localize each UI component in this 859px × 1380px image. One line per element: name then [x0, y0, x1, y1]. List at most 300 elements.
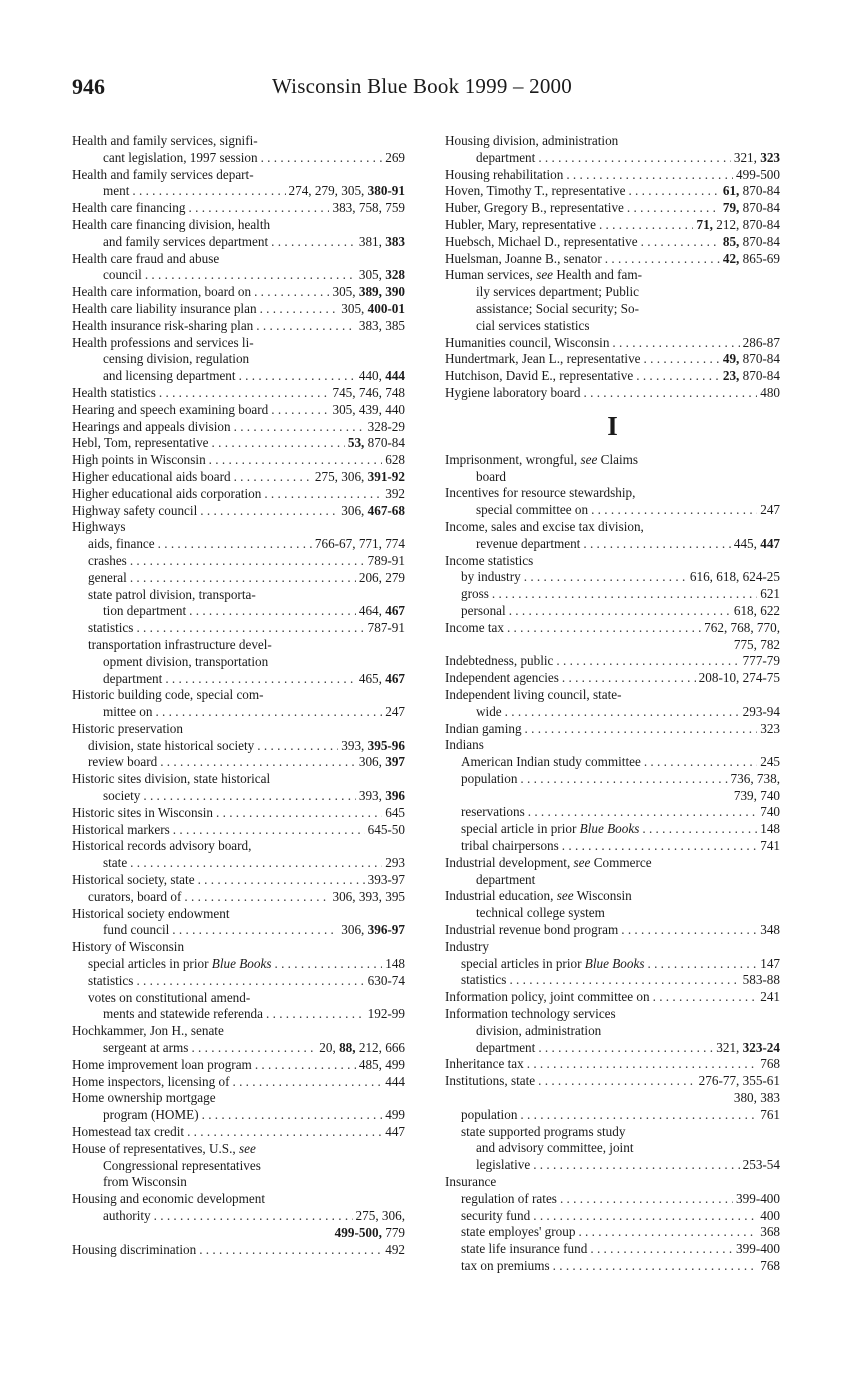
entry-label: Health care financing division, health — [72, 216, 271, 232]
entry-label: security fund — [461, 1207, 531, 1223]
page-ref: 440, — [358, 368, 386, 384]
entry-label: Information policy, joint committee on — [445, 989, 650, 1005]
leader-dots — [209, 452, 383, 469]
index-entry — [445, 251, 780, 268]
index-entry — [445, 704, 780, 721]
index-entry — [72, 469, 405, 486]
entry-text — [103, 671, 162, 688]
page-ref: 870-84 — [739, 233, 780, 249]
page-refs — [760, 721, 780, 738]
entry-label: Health care financing — [72, 200, 186, 216]
index-entry — [445, 217, 780, 234]
page-ref-bold: 400-01 — [367, 300, 405, 316]
page-refs — [743, 335, 780, 352]
leader-dots — [628, 183, 719, 200]
entry-text — [445, 335, 609, 352]
entry-text — [72, 1023, 224, 1038]
index-entry — [445, 855, 780, 872]
index-entry — [445, 1174, 780, 1191]
entry-label: wide — [476, 703, 502, 719]
entry-label: Inheritance tax — [445, 1056, 524, 1072]
index-entry — [72, 385, 405, 402]
leader-dots — [189, 200, 330, 217]
entry-label: Historical records advisory board, — [72, 838, 252, 854]
index-entry — [72, 133, 405, 150]
page-refs — [760, 1224, 780, 1241]
leader-dots — [202, 1107, 383, 1124]
leader-dots — [257, 738, 338, 755]
index-entry — [72, 603, 405, 620]
entry-label: Health care information, board on — [72, 284, 252, 300]
entry-text — [445, 737, 484, 752]
entry-text — [103, 183, 129, 200]
page-refs — [760, 502, 780, 519]
leader-dots — [509, 972, 739, 989]
leader-dots — [538, 1073, 696, 1090]
entry-label: Higher educational aids corporation — [72, 485, 262, 501]
page-ref: 775, 782 — [733, 636, 780, 652]
page-ref: 274, 279, 305, — [288, 183, 368, 199]
page-ref: 306, — [341, 502, 368, 518]
page-refs — [368, 872, 405, 889]
entry-label: censing division, regulation — [103, 351, 250, 367]
entry-label: transportation infrastructure devel- — [88, 636, 272, 652]
page-ref: 206, 279 — [358, 569, 405, 585]
index-entry — [445, 519, 780, 536]
page-ref: 212, 666 — [355, 1040, 405, 1056]
page-ref: 628 — [385, 452, 405, 468]
index-entry — [72, 906, 405, 923]
entry-text — [72, 284, 251, 301]
index-entry — [72, 1074, 405, 1091]
index-entry — [72, 1023, 405, 1040]
page-refs — [760, 586, 780, 603]
entry-label: Historic sites division, state historical — [72, 771, 271, 787]
leader-dots — [271, 402, 329, 419]
leader-dots — [509, 603, 731, 620]
page-refs — [723, 368, 780, 385]
leader-dots — [271, 234, 356, 251]
index-column-left — [72, 133, 405, 1258]
page-refs — [760, 804, 780, 821]
entry-text — [72, 486, 261, 503]
entry-text — [445, 1174, 496, 1189]
index-entry — [445, 888, 780, 905]
index-entry — [445, 553, 780, 570]
page-refs — [699, 670, 780, 687]
page-refs — [699, 1073, 780, 1090]
entry-label: Housing discrimination — [72, 1241, 197, 1257]
entry-text — [103, 150, 258, 167]
entry-italic: see — [580, 451, 598, 467]
entry-italic: see — [536, 267, 554, 283]
entry-label: population — [461, 770, 518, 786]
entry-label: Historic sites in Wisconsin — [72, 804, 213, 820]
entry-label: History of Wisconsin — [72, 939, 185, 955]
index-entry — [72, 671, 405, 688]
entry-text — [461, 1191, 557, 1208]
entry-text — [88, 553, 127, 570]
page-ref-bold: 396-97 — [367, 922, 405, 938]
entry-text — [461, 1224, 575, 1241]
leader-dots — [605, 251, 720, 268]
index-entry — [445, 234, 780, 251]
entry-text — [72, 200, 186, 217]
leader-dots — [520, 771, 727, 788]
page-refs — [385, 704, 405, 721]
page-ref: 485, 499 — [358, 1056, 405, 1072]
entry-label: technical college system — [476, 905, 605, 921]
leader-dots — [200, 503, 338, 520]
entry-text — [445, 519, 644, 534]
entry-text — [445, 553, 533, 568]
page-ref: 323 — [760, 720, 780, 736]
page-refs — [385, 956, 405, 973]
entry-italic: Blue Books — [211, 956, 272, 972]
index-entry — [72, 822, 405, 839]
entry-text — [103, 922, 169, 939]
entry-label-cont: Health and fam- — [553, 267, 643, 283]
page-ref-bold: 467 — [385, 670, 405, 686]
page-ref-bold: 499-500, — [334, 1224, 382, 1240]
entry-label: personal — [461, 602, 506, 618]
page-refs — [359, 671, 405, 688]
page-ref: 192-99 — [367, 1006, 405, 1022]
leader-dots — [165, 671, 356, 688]
page-ref: 306, — [341, 922, 368, 938]
page-ref: 768 — [760, 1258, 780, 1273]
index-entry — [445, 183, 780, 200]
entry-label: American Indian study committee — [461, 754, 641, 770]
page-ref: 247 — [385, 704, 405, 720]
entry-label: cant legislation, 1997 session — [103, 149, 258, 165]
entry-label: High points in Wisconsin — [72, 452, 206, 468]
entry-text — [72, 469, 231, 486]
page-ref: 275, 306, — [314, 468, 368, 484]
index-entry — [72, 990, 405, 1007]
leader-dots — [584, 385, 758, 402]
page-refs — [743, 972, 780, 989]
index-entry — [72, 234, 405, 251]
entry-text — [88, 956, 271, 973]
leader-dots — [145, 267, 356, 284]
page-refs — [385, 805, 405, 822]
index-entry — [445, 989, 780, 1006]
entry-label: Huebsch, Michael D., representative — [445, 233, 638, 249]
entry-italic: see — [573, 854, 591, 870]
index-entry — [72, 402, 405, 419]
entry-text — [445, 939, 489, 954]
entry-label: and advisory committee, joint — [476, 1140, 634, 1156]
index-entry — [445, 737, 780, 754]
index-entry — [445, 838, 780, 855]
entry-label: Hearing and speech examining board — [72, 401, 269, 417]
entry-label: revenue department — [476, 535, 581, 551]
page-refs — [359, 234, 405, 251]
page-ref-bold: 328 — [385, 267, 405, 283]
index-entry — [72, 301, 405, 318]
page-ref: 630-74 — [367, 972, 405, 988]
entry-text — [445, 855, 652, 870]
page-refs — [359, 1057, 405, 1074]
entry-label: assistance; Social security; So- — [476, 300, 639, 316]
index-entry — [72, 687, 405, 704]
leader-dots — [642, 821, 757, 838]
page-refs — [356, 1208, 405, 1225]
index-entry — [72, 335, 405, 352]
page-ref: 293 — [385, 855, 405, 871]
entry-text — [72, 385, 156, 402]
index-entry — [445, 821, 780, 838]
page-ref: 779 — [381, 1224, 405, 1240]
leader-dots — [130, 553, 365, 570]
page-refs — [359, 788, 405, 805]
page-refs — [341, 301, 405, 318]
leader-dots — [612, 335, 739, 352]
index-entry — [72, 1124, 405, 1141]
page-ref-bold: 42, — [722, 250, 740, 266]
entry-text — [88, 536, 155, 553]
index-entry — [72, 1191, 405, 1208]
index-entry — [445, 1258, 780, 1275]
entry-label: review board — [88, 754, 158, 770]
page-refs — [385, 855, 405, 872]
index-entry — [72, 435, 405, 452]
page-ref: 865-69 — [739, 250, 780, 266]
entry-label: Hundertmark, Jean L., representative — [445, 351, 641, 367]
entry-text — [72, 335, 254, 350]
page-refs — [332, 385, 405, 402]
page-refs — [723, 351, 780, 368]
entry-text — [103, 603, 186, 620]
page-ref: 789-91 — [367, 552, 405, 568]
page-ref: 870-84 — [739, 368, 780, 384]
entry-text — [445, 687, 622, 702]
entry-text — [445, 452, 638, 467]
page-ref: 745, 746, 748 — [332, 384, 405, 400]
entry-label: population — [461, 1106, 518, 1122]
index-entry — [445, 653, 780, 670]
leader-dots — [591, 502, 757, 519]
page-refs — [734, 150, 780, 167]
index-entry — [445, 133, 780, 150]
entry-text — [476, 1023, 601, 1038]
page-ref: 276-77, 355-61 — [698, 1073, 780, 1089]
entry-label: statistics — [88, 620, 134, 636]
leader-dots — [562, 838, 757, 855]
index-entry — [72, 183, 405, 200]
page-refs — [723, 200, 780, 217]
leader-dots — [173, 822, 365, 839]
entry-text — [461, 1208, 530, 1225]
page-refs — [385, 1242, 405, 1259]
page-number: 946 — [72, 74, 105, 99]
page-ref: 245 — [760, 754, 780, 770]
index-entry — [72, 620, 405, 637]
entry-label: ments and statewide referenda — [103, 1006, 264, 1022]
page-refs — [332, 402, 405, 419]
entry-text — [72, 419, 231, 436]
entry-text — [445, 251, 602, 268]
entry-label: authority — [103, 1208, 151, 1223]
page-refs — [743, 704, 780, 721]
entry-text — [72, 167, 254, 182]
index-entry — [445, 150, 780, 167]
entry-text — [476, 469, 506, 484]
entry-label: Higher educational aids board — [72, 468, 231, 484]
page-refs — [359, 368, 405, 385]
page-refs — [760, 838, 780, 855]
page-refs — [368, 419, 405, 436]
page-refs — [385, 1107, 405, 1124]
page-ref: 328-29 — [367, 418, 405, 434]
index-entry — [445, 267, 780, 284]
entry-label: sergeant at arms — [103, 1040, 189, 1056]
entry-text — [445, 200, 624, 217]
index-entry — [445, 1140, 780, 1157]
index-entry — [72, 1208, 405, 1225]
page-ref: 741 — [760, 838, 780, 854]
page-ref-bold: 323 — [760, 149, 780, 165]
leader-dots — [198, 872, 365, 889]
index-entry — [72, 1174, 405, 1191]
page-refs — [760, 754, 780, 771]
leader-dots — [528, 804, 758, 821]
page-refs — [690, 569, 780, 586]
page-ref-bold: 85, — [722, 233, 740, 249]
entry-text — [461, 821, 639, 838]
entry-text — [445, 167, 563, 184]
entry-text — [88, 754, 157, 771]
entry-text — [476, 704, 502, 721]
page-refs — [760, 1208, 780, 1225]
page-ref: 762, 768, 770, — [704, 619, 780, 635]
page-ref: 616, 618, 624-25 — [689, 569, 780, 585]
entry-label: Industrial development, — [445, 854, 574, 870]
index-entry — [445, 536, 780, 553]
page-refs — [359, 318, 405, 335]
entry-label: Industry — [445, 938, 489, 954]
entry-label: votes on constitutional amend- — [88, 989, 251, 1005]
index-entry — [445, 485, 780, 502]
entry-text — [461, 1258, 550, 1275]
index-entry — [445, 586, 780, 603]
page-ref: 286-87 — [742, 334, 780, 350]
entry-label: Housing and economic development — [72, 1191, 266, 1207]
index-entry — [72, 889, 405, 906]
page-ref: 241 — [760, 989, 780, 1005]
entry-label: and family services department — [103, 233, 269, 249]
leader-dots — [641, 234, 720, 251]
entry-italic: see — [556, 888, 574, 904]
page-ref: 275, 306, — [355, 1208, 405, 1223]
entry-label: Independent agencies — [445, 670, 559, 686]
entry-label: special articles in prior — [88, 956, 212, 972]
entry-label: Humanities council, Wisconsin — [445, 334, 610, 350]
index-entry — [72, 503, 405, 520]
page-refs — [359, 603, 405, 620]
leader-dots — [538, 150, 731, 167]
entry-label: department — [476, 149, 536, 165]
page-ref: 383, 385 — [358, 317, 405, 333]
entry-label: House of representatives, U.S., — [72, 1140, 240, 1156]
page-refs — [734, 603, 780, 620]
page-ref: 480 — [760, 384, 780, 400]
entry-text — [103, 1208, 151, 1225]
page-refs — [359, 754, 405, 771]
entry-label: Highways — [72, 519, 126, 535]
entry-label: Hygiene laboratory board — [445, 384, 581, 400]
page-refs — [734, 536, 780, 553]
entry-label: aids, finance — [88, 536, 155, 552]
index-entry — [445, 1107, 780, 1124]
entry-label: Historical society endowment — [72, 905, 230, 921]
page-refs — [319, 1040, 405, 1057]
entry-label: general — [88, 569, 127, 585]
entry-italic: Blue Books — [584, 955, 645, 971]
leader-dots — [212, 435, 345, 452]
entry-label: ily services department; Public — [476, 284, 639, 300]
leader-dots — [254, 284, 329, 301]
page-refs — [368, 553, 405, 570]
entry-text — [445, 1006, 616, 1021]
page-refs — [359, 570, 405, 587]
entry-text — [72, 1191, 265, 1206]
index-entry — [445, 1073, 780, 1090]
index-entry — [72, 939, 405, 956]
page-ref: 736, 738, — [730, 770, 780, 786]
entry-label: Income tax — [445, 619, 504, 635]
page-ref: 645-50 — [367, 821, 405, 837]
index-entry — [445, 1056, 780, 1073]
entry-text — [72, 721, 183, 736]
page-ref: 305, — [332, 284, 359, 300]
entry-text — [461, 838, 559, 855]
entry-text — [461, 754, 641, 771]
entry-text — [103, 1107, 199, 1124]
index-entry — [445, 284, 780, 301]
entry-text — [445, 922, 618, 939]
page-refs — [760, 922, 780, 939]
entry-text — [461, 603, 506, 620]
index-entry — [445, 385, 780, 402]
entry-text — [88, 973, 133, 990]
running-title: Wisconsin Blue Book 1999 – 2000 — [272, 74, 572, 98]
index-entry — [72, 637, 405, 654]
entry-label: Indians — [445, 737, 484, 753]
entry-label: crashes — [88, 552, 127, 568]
leader-dots — [556, 653, 739, 670]
leader-dots — [527, 1056, 758, 1073]
page-refs — [760, 1258, 780, 1275]
entry-label: state — [103, 855, 128, 871]
leader-dots — [232, 1074, 382, 1091]
page-ref: 148 — [385, 956, 405, 972]
entry-text — [72, 1074, 229, 1091]
entry-text — [445, 183, 625, 200]
page-refs — [332, 284, 405, 301]
index-entry — [72, 553, 405, 570]
page-ref: 305, — [358, 267, 386, 283]
leader-dots — [159, 385, 330, 402]
leader-dots — [143, 788, 355, 805]
leader-dots — [255, 1057, 356, 1074]
page-refs — [743, 653, 780, 670]
index-entry — [72, 805, 405, 822]
entry-label: Human services, — [445, 267, 537, 283]
entry-text — [88, 990, 250, 1005]
entry-text — [88, 889, 181, 906]
